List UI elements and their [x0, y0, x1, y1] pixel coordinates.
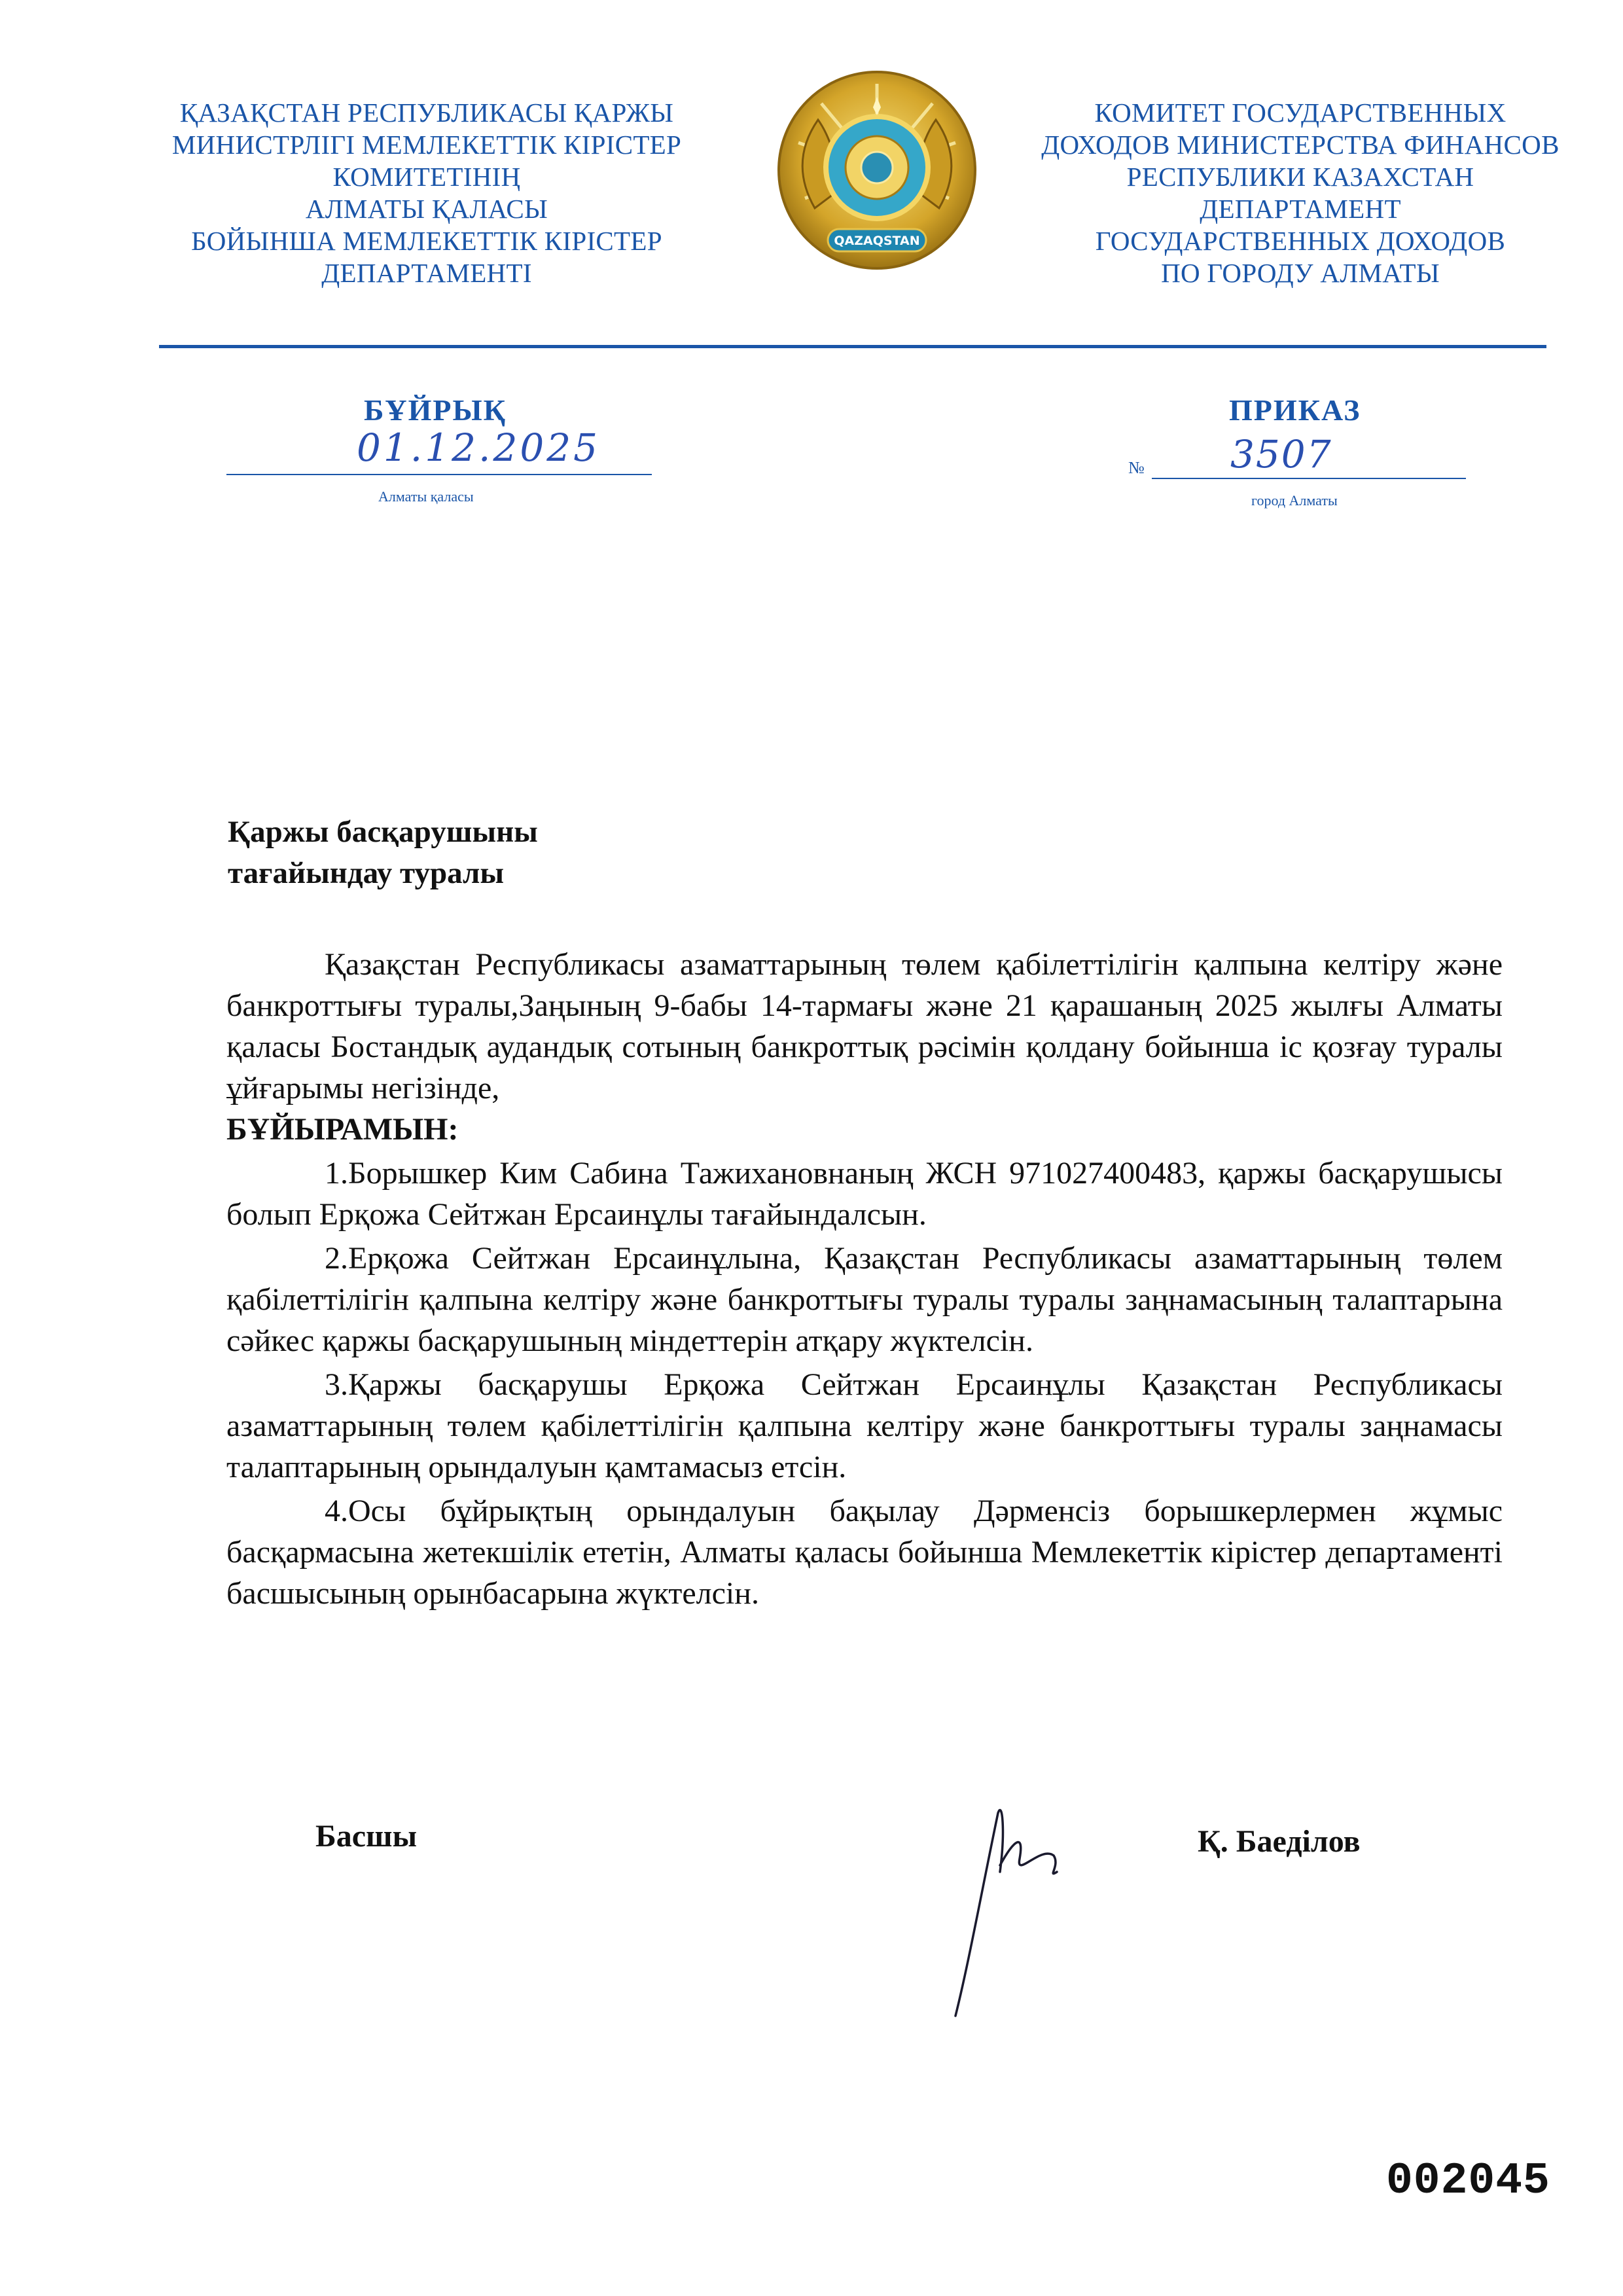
- header-right-line: КОМИТЕТ ГОСУДАРСТВЕННЫХ: [1094, 98, 1507, 128]
- date-fill-line: [226, 474, 652, 475]
- decree-word: БҰЙЫРАМЫН:: [226, 1112, 459, 1147]
- header-divider: [159, 345, 1546, 348]
- header-right-line: ДЕПАРТАМЕНТ: [1200, 194, 1401, 224]
- subject-line: тағайындау туралы: [228, 856, 505, 890]
- handwritten-number: 3507: [1230, 432, 1332, 476]
- signatory-name: Қ. Баеділов: [1198, 1824, 1361, 1859]
- order-item: 3.Қаржы басқарушы Ерқожа Сейтжан Ерсаинұлы Қазақстан Республикасы азаматтарының төлем қабілеттілігін қалпына келтіру және банкроттығы туралы заңнамасы талаптарының орындалуын қамтамасыз етсін.: [226, 1367, 1503, 1484]
- place-ru: город Алматы: [1251, 492, 1338, 509]
- handwritten-signature: [942, 1793, 1099, 2022]
- order-item: 1.Борышкер Ким Сабина Тажихановнаның ЖСН 971027400483, қаржы басқарушысы болып Ерқожа Сейтжан Ерсаинұлы тағайындалсын.: [226, 1156, 1503, 1232]
- header-left-line: КОМИТЕТІНІҢ: [332, 162, 521, 192]
- document-body: [226, 944, 1503, 1614]
- doc-type-ru: ПРИКАЗ: [1229, 393, 1361, 427]
- document-subject: [228, 812, 538, 894]
- header-left-line: ДЕПАРТАМЕНТІ: [321, 258, 532, 288]
- header-left-line: БОЙЫНША МЕМЛЕКЕТТІК КІРІСТЕР: [191, 226, 662, 256]
- header-left-kz: [145, 97, 708, 289]
- header-right-line: ПО ГОРОДУ АЛМАТЫ: [1161, 258, 1440, 288]
- subject-line: Қаржы басқарушыны: [228, 815, 538, 849]
- number-sign: №: [1128, 458, 1145, 477]
- place-kz: Алматы қаласы: [378, 488, 474, 505]
- header-left-line: МИНИСТРЛІГІ МЕМЛЕКЕТТІК КІРІСТЕР: [171, 130, 682, 160]
- header-right-line: ГОСУДАРСТВЕННЫХ ДОХОДОВ: [1095, 226, 1506, 256]
- signatory-title: Басшы: [315, 1819, 418, 1854]
- emblem-label: QAZAQSTAN: [834, 234, 920, 248]
- order-item: 4.Осы бұйрықтың орындалуын бақылау Дәрменсіз борышкерлермен жұмыс басқармасына жетекшілік ететін, Алматы қаласы бойынша Мемлекеттік кірістер департаменті басшысының орынбасарына жүктелсін.: [226, 1494, 1503, 1611]
- order-item: 2.Ерқожа Сейтжан Ерсаинұлына, Қазақстан Республикасы азаматтарының төлем қабілеттілігін қалпына келтіру және банкроттығы туралы туралы заңнамасының талаптарына сәйкес қаржы басқарушының міндеттерін атқару жүктелсін.: [226, 1241, 1503, 1358]
- header-left-line: АЛМАТЫ ҚАЛАСЫ: [305, 194, 548, 224]
- handwritten-date: 01.12.2025: [357, 425, 601, 470]
- header-right-line: ДОХОДОВ МИНИСТЕРСТВА ФИНАНСОВ: [1041, 130, 1560, 160]
- state-emblem-icon: [762, 58, 991, 287]
- header-right-ru: [1012, 97, 1588, 289]
- serial-number: 002045: [1386, 2156, 1550, 2206]
- preamble-paragraph: Қазақстан Республикасы азаматтарының төлем қабілеттілігін қалпына келтіру және банкроттығы туралы,Заңының 9-бабы 14-тармағы және 21 қарашаның 2025 жылғы Алматы қаласы Бостандық аудандық сотының банкроттық рәсімін қолдану бойынша іс қозғау туралы ұйғарымы негізінде,: [226, 947, 1503, 1105]
- header-left-line: ҚАЗАҚСТАН РЕСПУБЛИКАСЫ ҚАРЖЫ: [179, 98, 674, 128]
- number-fill-line: [1152, 478, 1466, 479]
- doc-type-kz: БҰЙРЫҚ: [364, 393, 507, 427]
- header-right-line: РЕСПУБЛИКИ КАЗАХСТАН: [1126, 162, 1474, 192]
